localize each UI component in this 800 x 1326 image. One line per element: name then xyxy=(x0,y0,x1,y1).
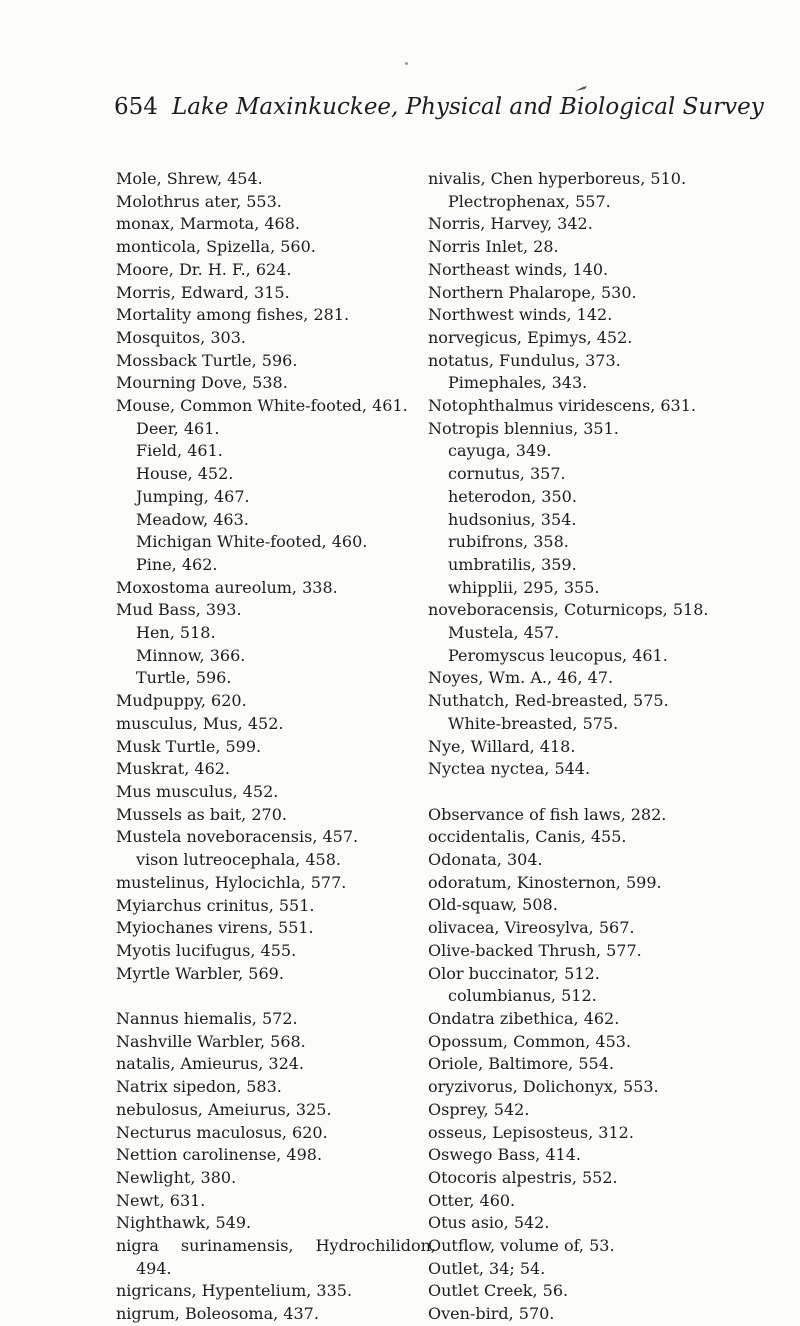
index-entry: Noyes, Wm. A., 46, 47. xyxy=(428,668,614,688)
index-entry: osseus, Lepisosteus, 312. xyxy=(428,1122,634,1142)
index-entry: Norris Inlet, 28. xyxy=(428,237,559,257)
index-column-right xyxy=(428,168,788,1326)
index-entry: Newt, 631. xyxy=(116,1190,206,1210)
index-entry: Moore, Dr. H. F., 624. xyxy=(116,259,292,279)
index-entry: Oriole, Baltimore, 554. xyxy=(428,1054,614,1074)
index-entry: Oswego Bass, 414. xyxy=(428,1145,581,1165)
index-entry: oryzivorus, Dolichonyx, 553. xyxy=(428,1077,659,1097)
index-entry: Mustela noveboracensis, 457. xyxy=(116,827,359,847)
index-subentry: Michigan White-footed, 460. xyxy=(136,532,368,552)
index-entry: Otocoris alpestris, 552. xyxy=(428,1167,618,1187)
index-entry: Nuthatch, Red-breasted, 575. xyxy=(428,691,669,711)
index-entry: Morris, Edward, 315. xyxy=(116,282,290,302)
scan-speck-mark xyxy=(575,86,587,92)
page-header xyxy=(0,94,800,134)
index-entry: nebulosus, Ameiurus, 325. xyxy=(116,1099,332,1119)
index-entry: Mud Bass, 393. xyxy=(116,600,242,620)
index-entry: Mus musculus, 452. xyxy=(116,781,279,801)
index-entry: Mosquitos, 303. xyxy=(116,327,246,347)
index-subentry: columbianus, 512. xyxy=(448,986,597,1006)
index-entry: Mole, Shrew, 454. xyxy=(116,169,263,188)
index-subentry: rubifrons, 358. xyxy=(448,532,569,552)
index-entry: Northern Phalarope, 530. xyxy=(428,282,637,302)
index-entry: noveboracensis, Coturnicops, 518. xyxy=(428,600,709,620)
index-entry: Myotis lucifugus, 455. xyxy=(116,940,297,960)
index-entry: nigricans, Hypentelium, 335. xyxy=(116,1281,353,1301)
index-subentry: White-breasted, 575. xyxy=(448,713,619,733)
scan-speck-dot xyxy=(405,62,408,65)
index-entry: Olor buccinator, 512. xyxy=(428,963,600,983)
index-entry: Nettion carolinense, 498. xyxy=(116,1145,323,1165)
index-entry: Myiochanes virens, 551. xyxy=(116,918,314,938)
index-subentry: Peromyscus leucopus, 461. xyxy=(448,645,668,665)
index-entry: Muskrat, 462. xyxy=(116,759,231,779)
index-entry: occidentalis, Canis, 455. xyxy=(428,827,627,847)
index-entry: Mossback Turtle, 596. xyxy=(116,350,298,370)
index-subentry: cayuga, 349. xyxy=(448,441,552,461)
justified-word: Hydrochilidon, xyxy=(315,1236,436,1256)
index-entry: nigrum, Boleosoma, 437. xyxy=(116,1304,319,1324)
index-entry: Nighthawk, 549. xyxy=(116,1213,252,1233)
index-subentry: House, 452. xyxy=(136,464,234,484)
index-entry: Ondatra zibethica, 462. xyxy=(428,1009,620,1028)
running-title: Lake Maxinkuckee, Physical and Biological Survey xyxy=(172,94,764,120)
index-entry: Odonata, 304. xyxy=(428,850,543,870)
index-subentry: heterodon, 350. xyxy=(448,486,577,506)
index-subentry: Mustela, 457. xyxy=(448,623,560,643)
index-entry: Outflow, volume of, 53. xyxy=(428,1236,615,1256)
index-subentry: cornutus, 357. xyxy=(448,464,566,484)
page-number: 654 xyxy=(114,94,158,120)
index-subentry: whipplii, 295, 355. xyxy=(448,577,600,597)
index-entry: Molothrus ater, 553. xyxy=(116,191,282,211)
index-entry: Nyctea nyctea, 544. xyxy=(428,759,591,779)
index-subentry: umbratilis, 359. xyxy=(448,554,577,574)
index-entry-justified-line xyxy=(116,1235,436,1258)
index-entry: Outlet Creek, 56. xyxy=(428,1281,569,1301)
index-entry: Observance of fish laws, 282. xyxy=(428,804,667,824)
index-entry: monax, Marmota, 468. xyxy=(116,214,300,234)
index-entry: Newlight, 380. xyxy=(116,1167,237,1187)
index-subentry: Deer, 461. xyxy=(136,418,220,438)
index-subentry: vison lutreocephala, 458. xyxy=(136,850,341,870)
index-entry: nivalis, Chen hyperboreus, 510. xyxy=(428,169,687,188)
index-subentry: Turtle, 596. xyxy=(136,668,232,688)
index-entry: Opossum, Common, 453. xyxy=(428,1031,632,1051)
index-entry: Mortality among fishes, 281. xyxy=(116,305,350,325)
index-entry: Moxostoma aureolum, 338. xyxy=(116,577,338,597)
index-entry: norvegicus, Epimys, 452. xyxy=(428,327,633,347)
index-entry: olivacea, Vireosylva, 567. xyxy=(428,918,635,938)
index-entry: Outlet, 34; 54. xyxy=(428,1258,546,1278)
index-column-left xyxy=(116,168,436,1326)
index-subentry: Meadow, 463. xyxy=(136,509,249,529)
index-entry: Mudpuppy, 620. xyxy=(116,691,247,711)
index-entry: Notropis blennius, 351. xyxy=(428,418,619,438)
index-subentry: Plectrophenax, 557. xyxy=(448,191,611,211)
justified-word: surinamensis, xyxy=(180,1236,294,1256)
index-subentry: Minnow, 366. xyxy=(136,645,246,665)
index-entry: Nye, Willard, 418. xyxy=(428,736,576,756)
index-entry: Nannus hiemalis, 572. xyxy=(116,1009,298,1028)
index-entry: Otter, 460. xyxy=(428,1190,516,1210)
index-entry: Northwest winds, 142. xyxy=(428,305,613,325)
index-subentry: Pine, 462. xyxy=(136,554,218,574)
index-entry: odoratum, Kinosternon, 599. xyxy=(428,872,662,892)
index-entry: Norris, Harvey, 342. xyxy=(428,214,593,234)
index-entry: Osprey, 542. xyxy=(428,1099,530,1119)
index-entry: Notophthalmus viridescens, 631. xyxy=(428,396,696,416)
index-entry: musculus, Mus, 452. xyxy=(116,713,284,733)
index-entry: Mussels as bait, 270. xyxy=(116,804,287,824)
index-entry: Myiarchus crinitus, 551. xyxy=(116,895,315,915)
index-entry: Natrix sipedon, 583. xyxy=(116,1077,282,1097)
index-entry: monticola, Spizella, 560. xyxy=(116,237,316,257)
index-entry: natalis, Amieurus, 324. xyxy=(116,1054,305,1074)
index-entry: Old-squaw, 508. xyxy=(428,895,558,915)
index-entry: Myrtle Warbler, 569. xyxy=(116,963,284,983)
index-entry: Oven-bird, 570. xyxy=(428,1304,555,1324)
index-entry: Nashville Warbler, 568. xyxy=(116,1031,306,1051)
index-entry: Mouse, Common White-footed, 461. xyxy=(116,396,408,416)
index-subentry: Field, 461. xyxy=(136,441,223,461)
justified-word: nigra xyxy=(116,1236,159,1256)
index-subentry: Hen, 518. xyxy=(136,623,216,643)
index-entry: Northeast winds, 140. xyxy=(428,259,609,279)
index-entry: Musk Turtle, 599. xyxy=(116,736,262,756)
index-subentry: Jumping, 467. xyxy=(136,486,250,506)
index-entry: Mourning Dove, 538. xyxy=(116,373,288,393)
index-subentry: hudsonius, 354. xyxy=(448,509,577,529)
index-entry xyxy=(116,1235,436,1258)
index-subentry: 494. xyxy=(136,1258,172,1278)
index-entry: notatus, Fundulus, 373. xyxy=(428,350,621,370)
index-entry: Olive-backed Thrush, 577. xyxy=(428,940,642,960)
index-entry: mustelinus, Hylocichla, 577. xyxy=(116,872,347,892)
index-entry: Otus asio, 542. xyxy=(428,1213,550,1233)
index-subentry: Pimephales, 343. xyxy=(448,373,588,393)
index-entry: Necturus maculosus, 620. xyxy=(116,1122,328,1142)
